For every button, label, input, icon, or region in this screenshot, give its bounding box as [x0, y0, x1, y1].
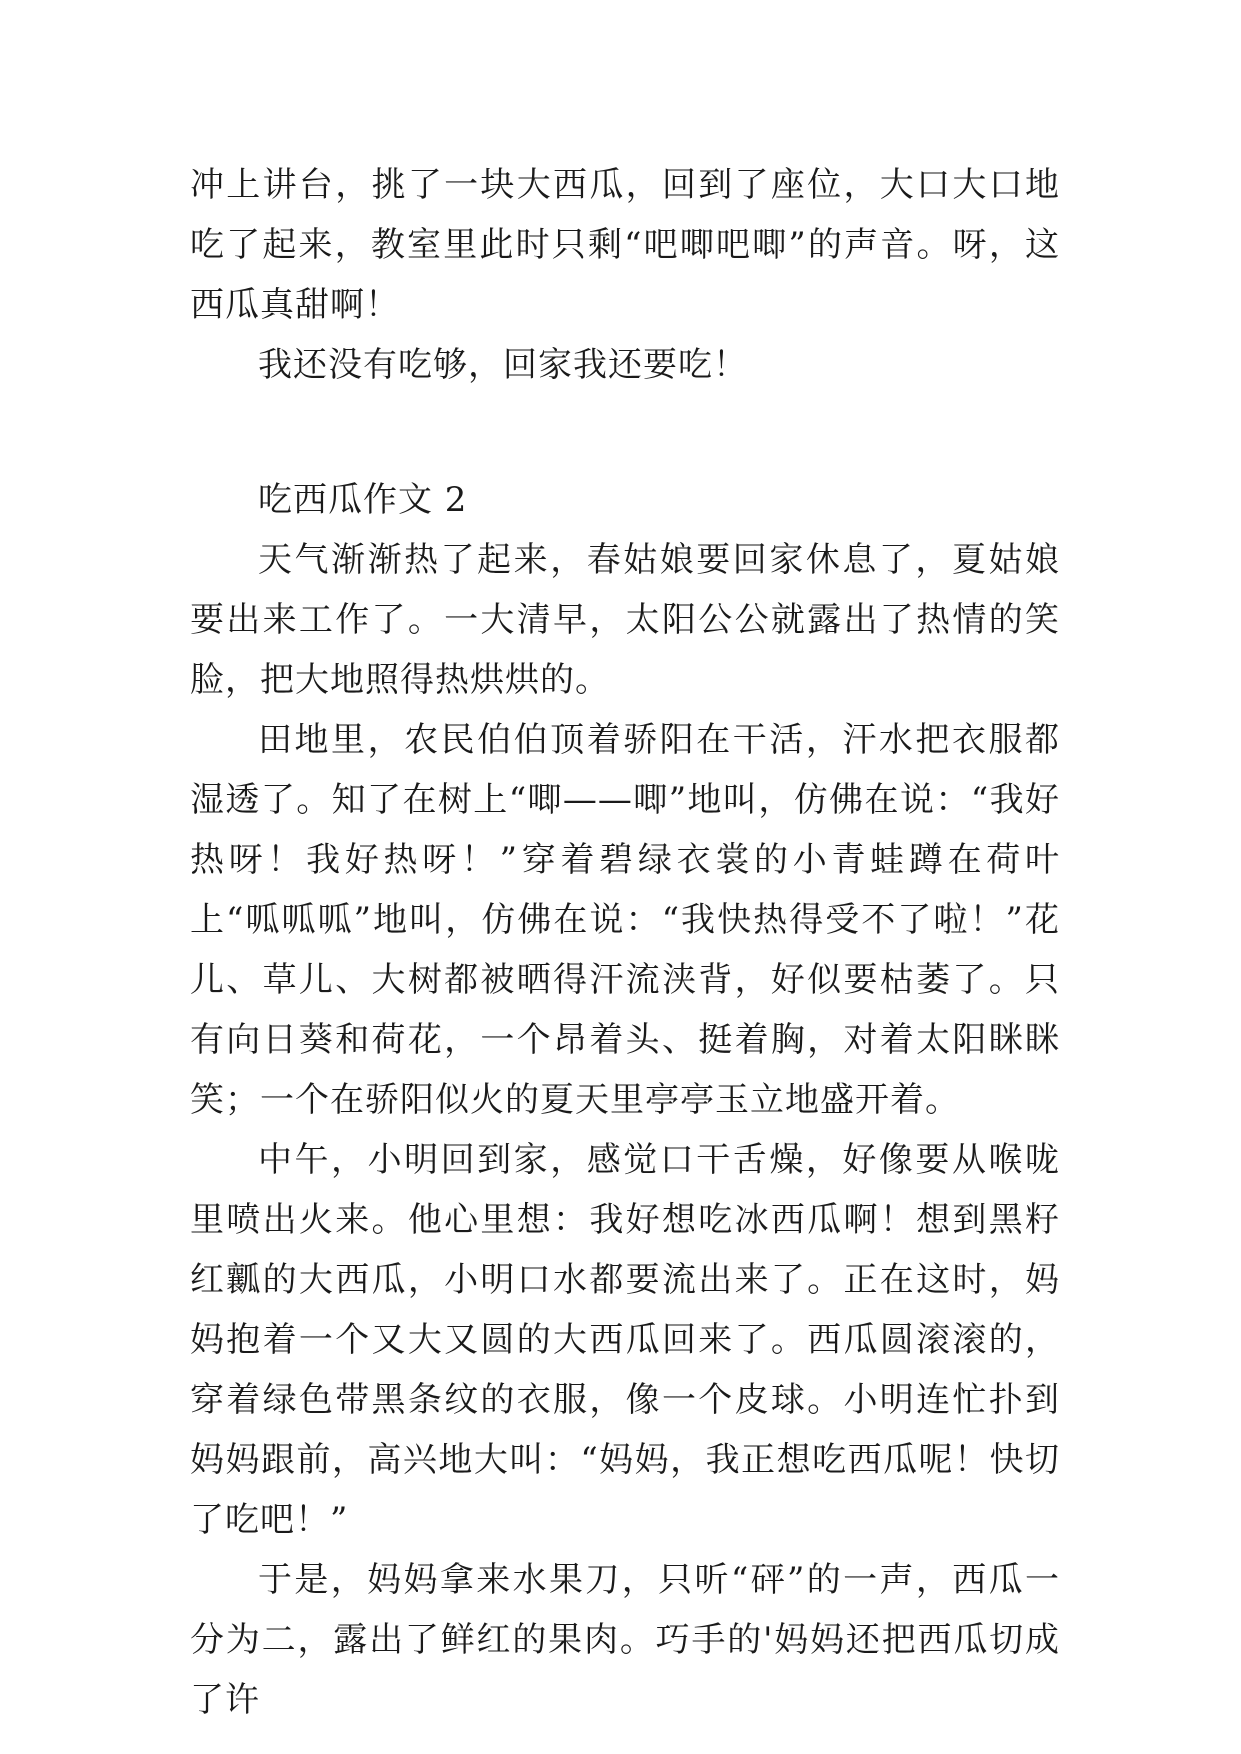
paragraph: 我还没有吃够，回家我还要吃！: [258, 345, 748, 385]
section-title: 吃西瓜作文 2: [258, 480, 468, 520]
document-page: [190, 155, 1060, 1730]
paragraph: 于是，妈妈拿来水果刀，只听“砰”的一声，西瓜一分为二，露出了鲜红的果肉。巧手的'妈妈还把西瓜切成了许: [190, 1560, 1060, 1720]
paragraph: 田地里，农民伯伯顶着骄阳在干活，汗水把衣服都湿透了。知了在树上“唧——唧”地叫，仿佛在说：“我好热呀！我好热呀！”穿着碧绿衣裳的小青蛙蹲在荷叶上“呱呱呱”地叫，仿佛在说：“我快热得受不了啦！”花儿、草儿、大树都被晒得汗流浃背，好似要枯萎了。只有向日葵和荷花，一个昂着头、挺着胸，对着太阳眯眯笑；一个在骄阳似火的夏天里亭亭玉立地盛开着。: [190, 720, 1060, 1120]
section-gap: [190, 395, 1060, 470]
paragraph-continued: 冲上讲台，挑了一块大西瓜，回到了座位，大口大口地吃了起来，教室里此时只剩“吧唧吧唧”的声音。呀，这西瓜真甜啊！: [190, 165, 1060, 325]
paragraph: 中午，小明回到家，感觉口干舌燥，好像要从喉咙里喷出火来。他心里想：我好想吃冰西瓜啊！想到黑籽红瓤的大西瓜，小明口水都要流出来了。正在这时，妈妈抱着一个又大又圆的大西瓜回来了。西瓜圆滚滚的，穿着绿色带黑条纹的衣服，像一个皮球。小明连忙扑到妈妈跟前，高兴地大叫：“妈妈，我正想吃西瓜呢！快切了吃吧！”: [190, 1140, 1060, 1540]
paragraph: 天气渐渐热了起来，春姑娘要回家休息了，夏姑娘要出来工作了。一大清早，太阳公公就露出了热情的笑脸，把大地照得热烘烘的。: [190, 540, 1060, 700]
